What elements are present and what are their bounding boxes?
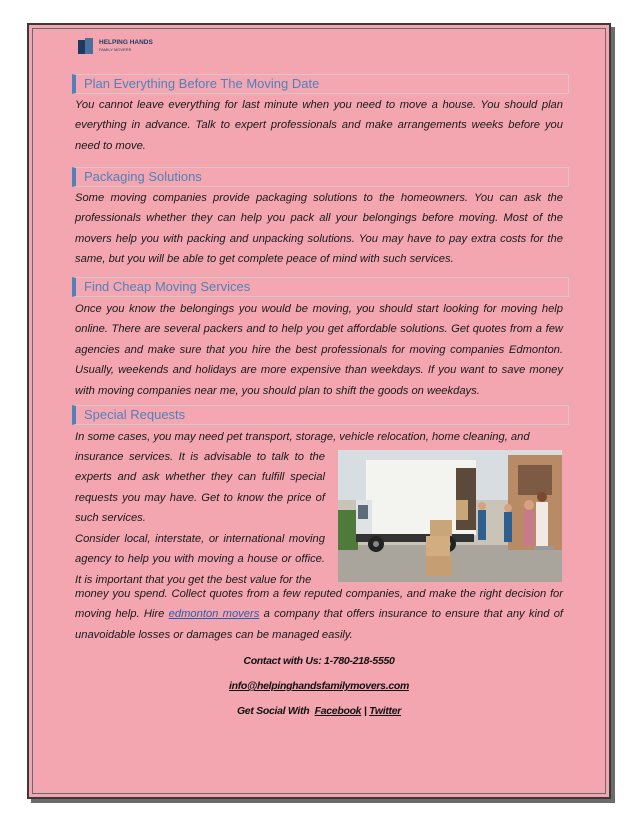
logo-line1: HELPING HANDS [99,39,153,46]
section-body-cheap: Once you know the belongings you would be moving, you should start looking for moving help online. There are several packers and to help you get affordable solutions. Get quotes from a few agencies and make sure that you hire the best professionals for moving companies Edmonton. Usually, weekends and holidays are more expensive than weekdays. If you want to save money with moving companies near me, you should plan to shift the goods on weekdays. [75,303,563,397]
section-body-special-wrap: insurance services. It is advisable to talk to the experts and ask whether they can fulfill special requests you may have. Get to know the price of such services. [75,451,325,525]
contact-email-link[interactable]: info@helpinghandsfamilymovers.com [228,680,410,692]
section-heading-special: Special Requests [72,405,569,425]
contact-phone: Contact with Us: 1-780-218-5550 [243,655,395,667]
edmonton-movers-link[interactable]: edmonton movers [168,608,260,621]
section-heading-plan: Plan Everything Before The Moving Date [72,74,569,94]
section-body-special-wrap2: Consider local, interstate, or international moving agency to help you with moving a house or office. It is important that you get the best value for the [75,533,325,586]
section-body-special-end: money you spend. Collect quotes from a few reputed companies, and make the right decision for moving help. Hire edmonton movers a company that offers insurance to ensure that any kind of unavoidable losses or damages can be managed easily. [75,588,564,641]
section-body-plan: You cannot leave everything for last minute when you need to move a house. You should plan everything in advance. Talk to expert professionals and make arrangements weeks before you need to move. [75,99,563,152]
facebook-link[interactable]: Facebook [314,705,362,717]
section-body-special-line1: In some cases, you may need pet transport, storage, vehicle relocation, home cleaning, and [75,431,530,443]
company-logo [78,38,153,54]
section-heading-cheap: Find Cheap Moving Services [72,277,569,297]
moving-truck-photo [338,450,562,582]
logo-line2: FAMILY MOVERS [99,47,132,52]
section-body-packaging: Some moving companies provide packaging solutions to the homeowners. You can ask the professionals whether they can help you pack all your belongings before moving. Most of the movers help you with packing and unpacking solutions. You may have to pay extra costs for the same, but you will be able to get complete peace of mind with such services. [75,192,563,266]
section-heading-packaging: Packaging Solutions [72,167,569,187]
twitter-link[interactable]: Twitter [369,705,402,717]
logo-mark-icon [78,38,96,54]
social-links: Get Social With Facebook | Twitter [236,705,402,717]
